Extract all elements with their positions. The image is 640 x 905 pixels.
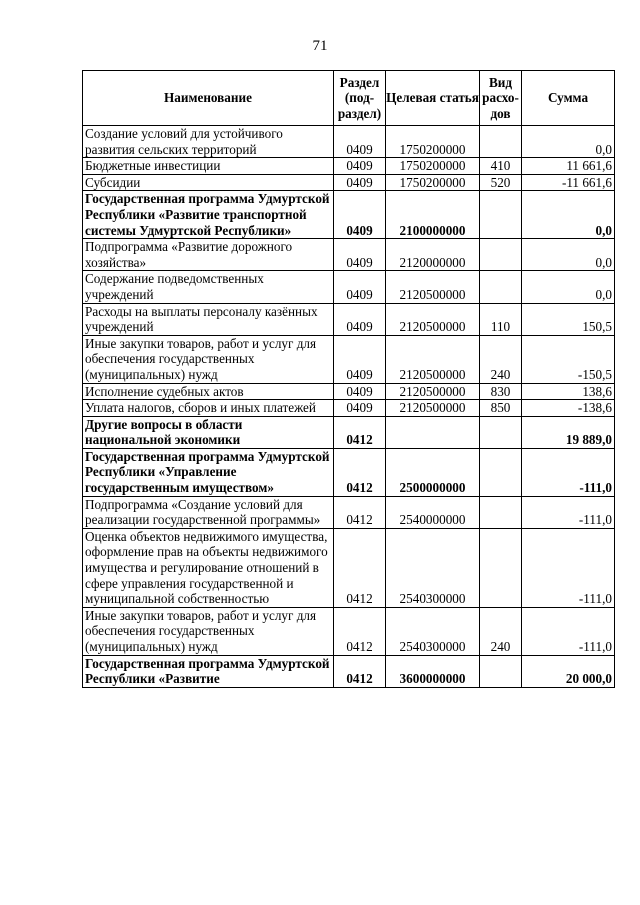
table-row: [83, 271, 615, 303]
row-amount: -111,0: [522, 528, 615, 607]
row-target-article: 2500000000: [386, 448, 480, 496]
row-expense-type: [480, 655, 522, 687]
row-section: 0412: [334, 655, 386, 687]
row-expense-type: 410: [480, 158, 522, 175]
row-target-article: 3600000000: [386, 655, 480, 687]
row-section: 0409: [334, 191, 386, 239]
row-name: Содержание подведомственных учреждений: [83, 271, 334, 303]
table-row: [83, 528, 615, 607]
row-target-article: 2120500000: [386, 383, 480, 400]
row-amount: 0,0: [522, 191, 615, 239]
table-row: [83, 335, 615, 383]
table-row: [83, 383, 615, 400]
row-expense-type: 240: [480, 335, 522, 383]
row-target-article: 2540300000: [386, 528, 480, 607]
table-row: [83, 607, 615, 655]
row-target-article: 2540300000: [386, 607, 480, 655]
row-target-article: 2540000000: [386, 496, 480, 528]
row-expense-type: [480, 496, 522, 528]
row-target-article: 2100000000: [386, 191, 480, 239]
row-name: Подпрограмма «Развитие дорожного хозяйства»: [83, 239, 334, 271]
row-name: Уплата налогов, сборов и иных платежей: [83, 400, 334, 417]
row-name: Исполнение судебных актов: [83, 383, 334, 400]
row-name: Бюджетные инвестиции: [83, 158, 334, 175]
table-row: [83, 496, 615, 528]
row-expense-type: [480, 271, 522, 303]
row-section: 0409: [334, 335, 386, 383]
row-target-article: 2120000000: [386, 239, 480, 271]
row-section: 0409: [334, 383, 386, 400]
row-amount: -111,0: [522, 607, 615, 655]
row-amount: 0,0: [522, 239, 615, 271]
header-section: Раздел (под-раздел): [334, 71, 386, 126]
row-section: 0409: [334, 174, 386, 191]
row-section: 0409: [334, 400, 386, 417]
row-expense-type: 240: [480, 607, 522, 655]
row-name: Государственная программа Удмуртской Республики «Развитие: [83, 655, 334, 687]
row-name: Иные закупки товаров, работ и услуг для обеспечения государственных (муниципальных) нужд: [83, 607, 334, 655]
row-section: 0409: [334, 271, 386, 303]
table-row: [83, 239, 615, 271]
row-amount: -150,5: [522, 335, 615, 383]
row-target-article: 2120500000: [386, 303, 480, 335]
table-row: [83, 448, 615, 496]
row-section: 0409: [334, 158, 386, 175]
table-header-row: [83, 71, 615, 126]
row-amount: 0,0: [522, 271, 615, 303]
row-section: 0409: [334, 126, 386, 158]
row-expense-type: [480, 126, 522, 158]
table-row: [83, 174, 615, 191]
row-section: 0412: [334, 607, 386, 655]
table-row: [83, 416, 615, 448]
header-target-article: Целевая статья: [386, 71, 480, 126]
row-expense-type: [480, 448, 522, 496]
table-row: [83, 158, 615, 175]
row-expense-type: 850: [480, 400, 522, 417]
row-name: Иные закупки товаров, работ и услуг для обеспечения государственных (муниципальных) нужд: [83, 335, 334, 383]
row-name: Расходы на выплаты персоналу казённых учреждений: [83, 303, 334, 335]
row-expense-type: 520: [480, 174, 522, 191]
row-section: 0412: [334, 448, 386, 496]
row-name: Другие вопросы в области национальной экономики: [83, 416, 334, 448]
row-amount: 150,5: [522, 303, 615, 335]
row-target-article: [386, 416, 480, 448]
row-amount: -111,0: [522, 448, 615, 496]
row-section: 0412: [334, 416, 386, 448]
page-number: 71: [312, 38, 328, 54]
row-target-article: 1750200000: [386, 174, 480, 191]
row-amount: 138,6: [522, 383, 615, 400]
row-name: Государственная программа Удмуртской Республики «Развитие транспортной системы Удмуртской Республики»: [83, 191, 334, 239]
row-target-article: 1750200000: [386, 158, 480, 175]
table-row: [83, 303, 615, 335]
table-row: [83, 191, 615, 239]
row-amount: 20 000,0: [522, 655, 615, 687]
row-target-article: 1750200000: [386, 126, 480, 158]
row-section: 0409: [334, 303, 386, 335]
row-amount: 0,0: [522, 126, 615, 158]
row-expense-type: [480, 191, 522, 239]
row-expense-type: 830: [480, 383, 522, 400]
header-name: Наименование: [83, 71, 334, 126]
row-expense-type: [480, 239, 522, 271]
row-expense-type: [480, 416, 522, 448]
row-expense-type: 110: [480, 303, 522, 335]
row-amount: -11 661,6: [522, 174, 615, 191]
row-amount: 11 661,6: [522, 158, 615, 175]
row-name: Оценка объектов недвижимого имущества, оформление прав на объекты недвижимого имущества и регулирование отношений в сфере управления государственной и муниципальной собственностью: [83, 528, 334, 607]
row-amount: -111,0: [522, 496, 615, 528]
row-section: 0412: [334, 528, 386, 607]
budget-table: [82, 70, 615, 688]
header-amount: Сумма: [522, 71, 615, 126]
row-name: Подпрограмма «Создание условий для реализации государственной программы»: [83, 496, 334, 528]
row-target-article: 2120500000: [386, 335, 480, 383]
row-name: Государственная программа Удмуртской Республики «Управление государственным имуществом»: [83, 448, 334, 496]
table-body: [83, 126, 615, 688]
row-expense-type: [480, 528, 522, 607]
row-section: 0409: [334, 239, 386, 271]
table-row: [83, 126, 615, 158]
row-amount: 19 889,0: [522, 416, 615, 448]
row-target-article: 2120500000: [386, 400, 480, 417]
row-name: Субсидии: [83, 174, 334, 191]
table-row: [83, 400, 615, 417]
row-target-article: 2120500000: [386, 271, 480, 303]
row-section: 0412: [334, 496, 386, 528]
table-row: [83, 655, 615, 687]
header-expense-type: Вид расхо-дов: [480, 71, 522, 126]
row-amount: -138,6: [522, 400, 615, 417]
row-name: Создание условий для устойчивого развития сельских территорий: [83, 126, 334, 158]
